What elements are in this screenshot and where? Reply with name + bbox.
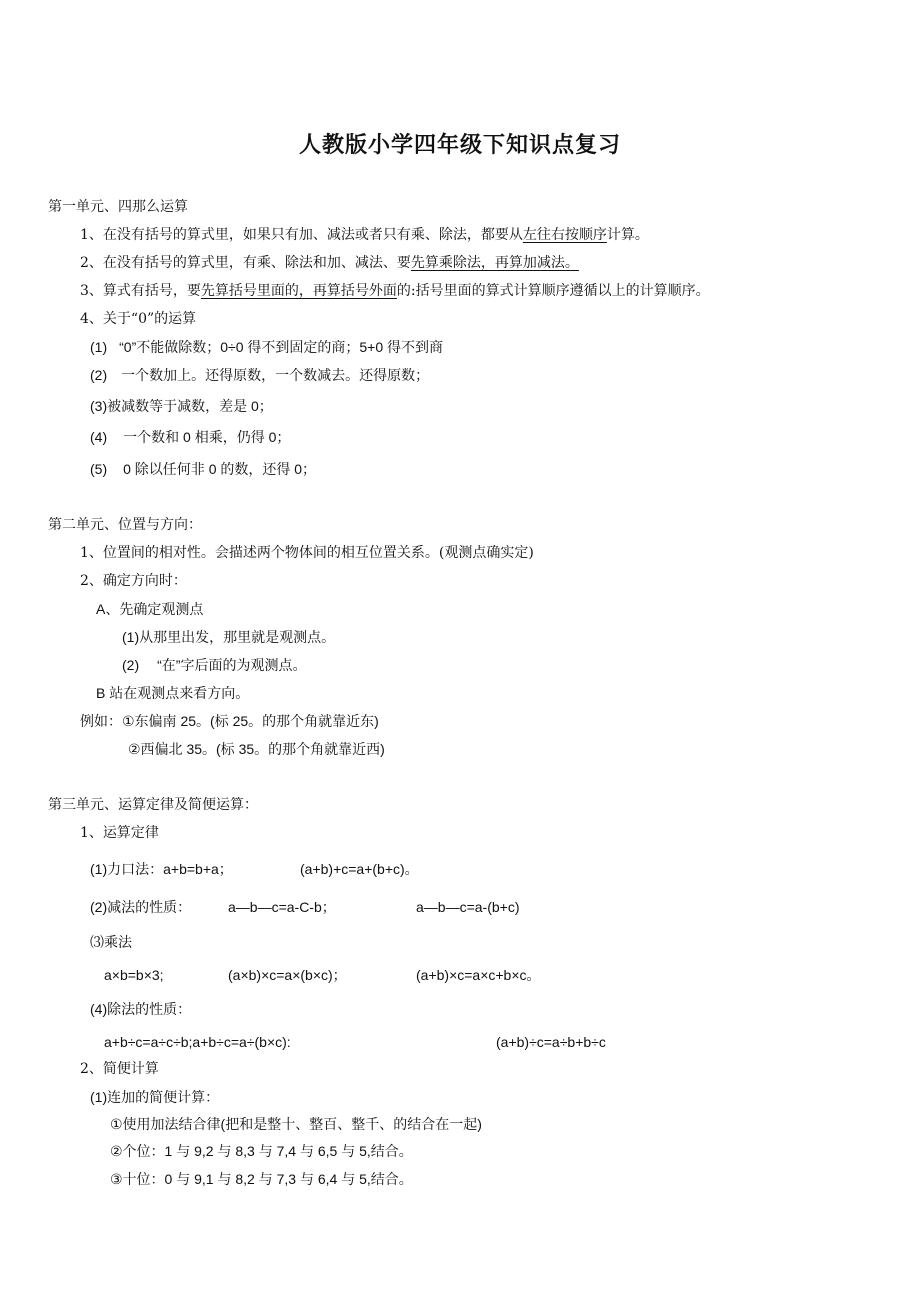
unit3-rule2-formula-a: a—b—c=a-C-b； <box>228 899 336 915</box>
unit2-point-a1: (1)从那里出发，那里就是观测点。 <box>122 629 336 645</box>
unit2-heading: 第二单元、位置与方向： <box>48 517 202 533</box>
unit3-rule1-formula: (a+b)+c=a+(b+c)。 <box>300 861 419 877</box>
unit3-heading: 第三单元、运算定律及简便运算： <box>48 797 258 813</box>
unit2-line1: 1、位置间的相对性。会描述两个物体间的相互位置关系。(观测点确实定) <box>80 545 534 561</box>
unit1-line3-tail: 的:括号里面的算式计算顺序遵循以上的计算顺序。 <box>396 283 710 299</box>
unit1-line3-text: 3、算式有括号，要 <box>80 283 201 299</box>
unit1-sub4-num: (4) <box>90 429 108 445</box>
unit3-calc1-item1: ①使用加法结合律(把和是整十、整百、整千、的结合在一起) <box>110 1116 482 1132</box>
unit1-line2-underlined: 先算乘除法，再算加减法。 <box>410 255 579 271</box>
unit2-example2: ②西偏北 35。(标 35。的那个角就靠近西) <box>128 741 385 757</box>
unit3-rule2: (2)减法的性质： <box>90 899 192 915</box>
page-title: 人教版小学四年级下知识点复习 <box>298 133 621 158</box>
unit3-rule3-formula-c: (a+b)×c=a×c+b×c。 <box>416 967 541 983</box>
unit1-sub5-text: 0 除以任何非 0 的数，还得 0； <box>123 461 317 477</box>
unit1-line1-underlined: 左往右按顺序 <box>522 227 607 243</box>
unit2-point-a2-num: (2) <box>122 657 140 673</box>
unit1-line1 <box>80 226 649 244</box>
unit3-line2: 2、简便计算 <box>80 1061 159 1077</box>
unit1-sub1-num: (1) <box>90 339 108 355</box>
unit3-rule1: (1)力口法：a+b=b+a； <box>90 861 233 877</box>
unit3-line1: 1、运算定律 <box>80 825 159 841</box>
unit3-rule2-formula-b: a—b—c=a-(b+c) <box>416 899 520 915</box>
unit1-line3-underlined: 先算括号里面的，再算括号外面 <box>200 283 397 299</box>
unit2-point-b: B 站在观测点来看方向。 <box>96 685 250 701</box>
unit1-sub1 <box>90 338 443 356</box>
unit1-heading: 第一单元、四那么运算 <box>48 199 188 215</box>
unit1-sub1-text: “0”不能做除数；0÷0 得不到固定的商；5+0 得不到商 <box>119 339 444 355</box>
unit1-line1-text: 1、在没有括号的算式里，如果只有加、减法或者只有乘、除法，都要从 <box>80 227 523 243</box>
unit2-point-a2-text: “在”字后面的为观测点。 <box>157 657 307 673</box>
unit1-sub4-text: 一个数和 0 相乘，仍得 0； <box>123 429 291 445</box>
unit1-line2-text: 2、在没有括号的算式里，有乘、除法和加、减法、要 <box>80 255 411 271</box>
unit3-calc1-item2: ②个位：1 与 9,2 与 8,3 与 7,4 与 6,5 与 5,结合。 <box>110 1143 413 1159</box>
unit2-example1: 例如：①东偏南 25。(标 25。的那个角就靠近东) <box>80 713 379 729</box>
unit1-sub5 <box>90 460 316 478</box>
unit1-sub2 <box>90 366 429 384</box>
unit1-line2 <box>80 254 579 272</box>
unit1-line1-tail: 计算。 <box>606 227 649 243</box>
unit3-rule3-formula-a: a×b=b×3; <box>104 967 164 983</box>
unit1-sub2-num: (2) <box>90 367 108 383</box>
unit1-line4: 4、关于“0”的运算 <box>80 311 197 327</box>
unit3-rule4-formula-b: (a+b)÷c=a÷b+b÷c <box>496 1034 606 1050</box>
unit1-sub3: (3)被减数等于减数，差是 0； <box>90 398 273 414</box>
unit3-rule3-formula-b: (a×b)×c=a×(b×c)； <box>228 967 347 983</box>
unit2-point-a: A、先确定观测点 <box>96 601 204 617</box>
unit2-point-a2 <box>122 656 306 674</box>
unit1-sub4 <box>90 428 290 446</box>
unit3-rule4-formula-a: a+b÷c=a÷c÷b;a+b÷c=a÷(b×c): <box>104 1034 291 1050</box>
unit2-line2: 2、确定方向时： <box>80 573 187 589</box>
unit1-line3 <box>80 282 710 300</box>
unit1-sub2-text: 一个数加上。还得原数，一个数减去。还得原数； <box>121 367 430 383</box>
unit1-sub5-num: (5) <box>90 461 108 477</box>
unit3-rule3: ⑶乘法 <box>90 934 132 950</box>
unit3-rule4: (4)除法的性质： <box>90 1001 192 1017</box>
unit3-calc1: (1)连加的简便计算： <box>90 1089 220 1105</box>
unit3-calc1-item3: ③十位：0 与 9,1 与 8,2 与 7,3 与 6,4 与 5,结合。 <box>110 1171 413 1187</box>
